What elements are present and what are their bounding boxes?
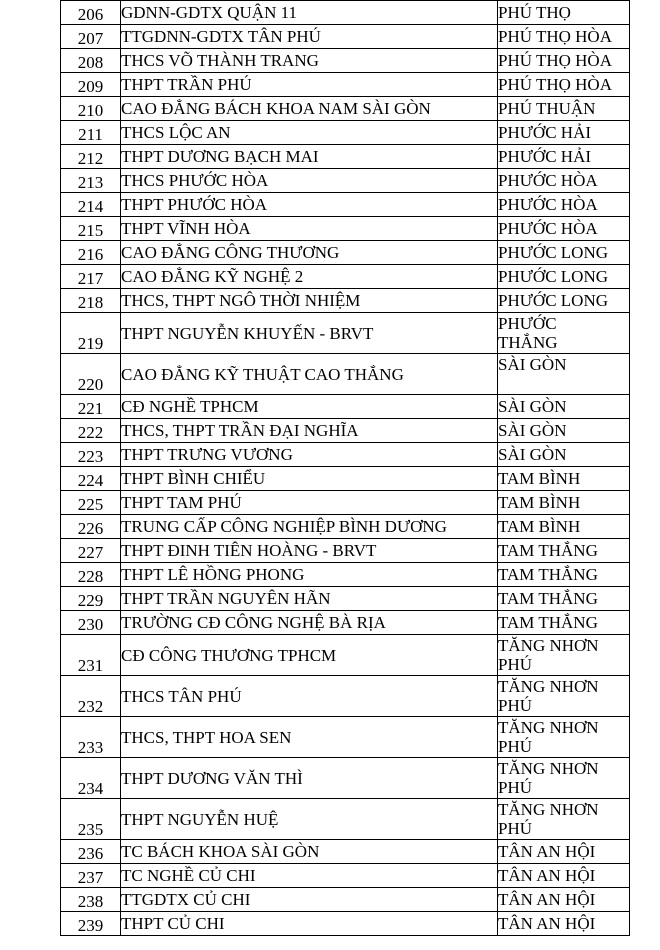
ward-name: PHÚ THỌ HÒA [498, 73, 630, 97]
ward-name: SÀI GÒN [498, 419, 630, 443]
school-name: TC NGHỀ CỦ CHI [121, 864, 498, 888]
table-row [61, 121, 630, 145]
ward-name: PHƯỚC HẢI [498, 145, 630, 169]
school-name: THPT TRẦN NGUYÊN HÃN [121, 587, 498, 611]
table-row [61, 587, 630, 611]
ward-name-line-1: TĂNG NHƠN [498, 677, 599, 696]
ward-name-line-2: PHÚ [498, 655, 533, 674]
row-number: 222 [61, 419, 121, 443]
ward-name: TAM THẮNG [498, 539, 630, 563]
ward-name-line-1: TĂNG NHƠN [498, 759, 599, 778]
school-name: CĐ CÔNG THƯƠNG TPHCM [121, 635, 498, 676]
ward-name [498, 313, 630, 354]
table-row [61, 25, 630, 49]
ward-name: PHÚ THUẬN [498, 97, 630, 121]
table-row [61, 1, 630, 25]
school-name: TRƯỜNG CĐ CÔNG NGHỆ BÀ RỊA [121, 611, 498, 635]
school-name: THPT LÊ HỒNG PHONG [121, 563, 498, 587]
school-name: THCS PHƯỚC HÒA [121, 169, 498, 193]
row-number: 227 [61, 539, 121, 563]
row-number: 234 [61, 758, 121, 799]
row-number: 237 [61, 864, 121, 888]
table-row [61, 611, 630, 635]
school-name: THPT TAM PHÚ [121, 491, 498, 515]
row-number: 221 [61, 395, 121, 419]
school-name: THPT VĨNH HÒA [121, 217, 498, 241]
table-row [61, 443, 630, 467]
table-row [61, 635, 630, 676]
ward-name: PHÚ THỌ [498, 1, 630, 25]
ward-name-line-1: TĂNG NHƠN [498, 636, 599, 655]
row-number: 218 [61, 289, 121, 313]
table-row [61, 169, 630, 193]
table-row [61, 515, 630, 539]
school-name: THPT NGUYỄN KHUYẾN - BRVT [121, 313, 498, 354]
row-number: 211 [61, 121, 121, 145]
school-name: THPT CỦ CHI [121, 912, 498, 936]
ward-name: SÀI GÒN [498, 443, 630, 467]
school-name: TTGDNN-GDTX TÂN PHÚ [121, 25, 498, 49]
ward-name: PHƯỚC HÒA [498, 193, 630, 217]
school-name: CĐ NGHỀ TPHCM [121, 395, 498, 419]
ward-name: SÀI GÒN [498, 354, 630, 395]
school-name: THPT NGUYỄN HUỆ [121, 799, 498, 840]
row-number: 213 [61, 169, 121, 193]
school-name: CAO ĐẲNG KỸ THUẬT CAO THẮNG [121, 354, 498, 395]
school-table-body [61, 1, 630, 936]
ward-name-line-2: THẮNG [498, 333, 558, 352]
table-row [61, 73, 630, 97]
table-row [61, 49, 630, 73]
table-row [61, 840, 630, 864]
row-number: 235 [61, 799, 121, 840]
ward-name: PHƯỚC LONG [498, 241, 630, 265]
row-number: 207 [61, 25, 121, 49]
ward-name: PHƯỚC HÒA [498, 217, 630, 241]
table-row [61, 864, 630, 888]
ward-name-line-1: TĂNG NHƠN [498, 718, 599, 737]
ward-name: PHÚ THỌ HÒA [498, 25, 630, 49]
table-row [61, 467, 630, 491]
school-table [60, 0, 630, 936]
school-name: CAO ĐẲNG CÔNG THƯƠNG [121, 241, 498, 265]
school-name: THCS LỘC AN [121, 121, 498, 145]
ward-name: TAM BÌNH [498, 515, 630, 539]
ward-name-line-2: PHÚ [498, 778, 533, 797]
table-row [61, 193, 630, 217]
row-number: 209 [61, 73, 121, 97]
row-number: 217 [61, 265, 121, 289]
table-row [61, 419, 630, 443]
ward-name: TÂN AN HỘI [498, 864, 630, 888]
table-row [61, 758, 630, 799]
row-number: 208 [61, 49, 121, 73]
ward-name-line-2: PHÚ [498, 696, 533, 715]
row-number: 224 [61, 467, 121, 491]
table-row [61, 563, 630, 587]
school-name: THPT ĐINH TIÊN HOÀNG - BRVT [121, 539, 498, 563]
ward-name: TAM THẮNG [498, 563, 630, 587]
table-row [61, 395, 630, 419]
school-name: GDNN-GDTX QUẬN 11 [121, 1, 498, 25]
ward-name: TAM THẮNG [498, 611, 630, 635]
row-number: 212 [61, 145, 121, 169]
table-row [61, 676, 630, 717]
row-number: 225 [61, 491, 121, 515]
ward-name: TÂN AN HỘI [498, 888, 630, 912]
school-name: THPT TRẦN PHÚ [121, 73, 498, 97]
ward-name: TAM BÌNH [498, 491, 630, 515]
ward-name: TAM BÌNH [498, 467, 630, 491]
school-name: THCS, THPT TRẦN ĐẠI NGHĨA [121, 419, 498, 443]
school-name: THPT TRƯNG VƯƠNG [121, 443, 498, 467]
table-row [61, 313, 630, 354]
row-number: 226 [61, 515, 121, 539]
school-name: THPT DƯƠNG BẠCH MAI [121, 145, 498, 169]
row-number: 238 [61, 888, 121, 912]
school-name: THPT DƯƠNG VĂN THÌ [121, 758, 498, 799]
table-row [61, 491, 630, 515]
row-number: 231 [61, 635, 121, 676]
ward-name: PHÚ THỌ HÒA [498, 49, 630, 73]
row-number: 232 [61, 676, 121, 717]
school-name: TC BÁCH KHOA SÀI GÒN [121, 840, 498, 864]
table-row [61, 241, 630, 265]
table-row [61, 799, 630, 840]
ward-name: TAM THẮNG [498, 587, 630, 611]
row-number: 210 [61, 97, 121, 121]
row-number: 239 [61, 912, 121, 936]
ward-name: PHƯỚC HÒA [498, 169, 630, 193]
table-row [61, 354, 630, 395]
table-row [61, 539, 630, 563]
school-name: CAO ĐẲNG KỸ NGHỆ 2 [121, 265, 498, 289]
ward-name: PHƯỚC HẢI [498, 121, 630, 145]
row-number: 220 [61, 354, 121, 395]
school-name: CAO ĐẲNG BÁCH KHOA NAM SÀI GÒN [121, 97, 498, 121]
ward-name [498, 717, 630, 758]
row-number: 236 [61, 840, 121, 864]
ward-name [498, 676, 630, 717]
table-row [61, 145, 630, 169]
ward-name: PHƯỚC LONG [498, 265, 630, 289]
row-number: 206 [61, 1, 121, 25]
table-row [61, 717, 630, 758]
row-number: 223 [61, 443, 121, 467]
ward-name: TÂN AN HỘI [498, 840, 630, 864]
ward-name-line-1: TĂNG NHƠN [498, 800, 599, 819]
school-name: THPT BÌNH CHIỂU [121, 467, 498, 491]
row-number: 230 [61, 611, 121, 635]
table-row [61, 289, 630, 313]
table-row [61, 97, 630, 121]
ward-name-line-2: PHÚ [498, 737, 533, 756]
row-number: 215 [61, 217, 121, 241]
ward-name: TÂN AN HỘI [498, 912, 630, 936]
row-number: 219 [61, 313, 121, 354]
school-name: THCS, THPT NGÔ THỜI NHIỆM [121, 289, 498, 313]
table-row [61, 912, 630, 936]
table-row [61, 217, 630, 241]
school-name: THCS, THPT HOA SEN [121, 717, 498, 758]
ward-name [498, 758, 630, 799]
row-number: 216 [61, 241, 121, 265]
row-number: 229 [61, 587, 121, 611]
ward-name: SÀI GÒN [498, 395, 630, 419]
table-row [61, 888, 630, 912]
ward-name [498, 635, 630, 676]
ward-name [498, 799, 630, 840]
row-number: 233 [61, 717, 121, 758]
ward-name-line-1: PHƯỚC [498, 314, 557, 333]
school-name: THCS TÂN PHÚ [121, 676, 498, 717]
school-name: TTGDTX CỦ CHI [121, 888, 498, 912]
school-name: THPT PHƯỚC HÒA [121, 193, 498, 217]
row-number: 214 [61, 193, 121, 217]
school-name: TRUNG CẤP CÔNG NGHIỆP BÌNH DƯƠNG [121, 515, 498, 539]
row-number: 228 [61, 563, 121, 587]
ward-name-line-2: PHÚ [498, 819, 533, 838]
school-name: THCS VÕ THÀNH TRANG [121, 49, 498, 73]
ward-name: PHƯỚC LONG [498, 289, 630, 313]
table-row [61, 265, 630, 289]
